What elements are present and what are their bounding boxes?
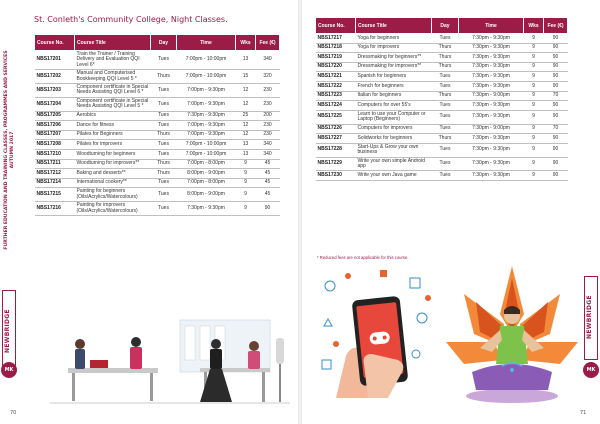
time-cell: 7:30pm - 9:30pm <box>459 101 524 111</box>
header-wks: Wks <box>236 35 256 51</box>
fee-cell: 45 <box>256 169 280 179</box>
table-row <box>35 130 280 140</box>
time-cell: 7:00pm - 8:00pm <box>177 159 236 169</box>
weeks-cell: 9 <box>524 43 544 53</box>
course-number-cell: NBS17211 <box>35 159 75 169</box>
header-course-title: Course Title <box>75 35 151 51</box>
time-cell: 7:30pm - 9:30pm <box>459 171 524 181</box>
table-row <box>35 188 280 202</box>
day-cell: Tues <box>151 150 177 160</box>
side-running-season: AUTUMN 2017 <box>10 131 15 169</box>
course-number-cell: NBS17205 <box>35 111 75 121</box>
weeks-cell: 9 <box>524 62 544 72</box>
fee-cell: 90 <box>544 34 568 44</box>
time-cell: 7:00pm - 8:00pm <box>177 178 236 188</box>
table-body-right <box>316 34 568 181</box>
day-cell: Tues <box>151 140 177 150</box>
day-cell: Tues <box>151 97 177 111</box>
course-number-cell: NBS17210 <box>35 150 75 160</box>
course-number-cell: NBS17220 <box>316 62 356 72</box>
weeks-cell: 13 <box>236 150 256 160</box>
page-number-left: 70 <box>10 410 17 416</box>
course-title-cell: Computers for improvers <box>356 124 432 134</box>
day-cell: Tues <box>432 72 459 82</box>
course-title-cell: Component certificate in Special Needs Assisting QQI Level 6 * <box>75 84 151 98</box>
table-row <box>35 150 280 160</box>
table-row <box>316 110 568 124</box>
yoga-illustration <box>444 264 580 404</box>
course-number-cell: NBS17230 <box>316 171 356 181</box>
weeks-cell: 9 <box>524 81 544 91</box>
course-title-cell: French for beginners <box>356 81 432 91</box>
table-row <box>316 124 568 134</box>
time-cell: 7:00pm - 10:00pm <box>177 51 236 70</box>
weeks-cell: 9 <box>236 202 256 216</box>
fee-cell: 45 <box>256 188 280 202</box>
header-day: Day <box>151 35 177 51</box>
time-cell: 8:00pm - 9:00pm <box>177 169 236 179</box>
day-cell: Tues <box>432 81 459 91</box>
time-cell: 7:00pm - 10:00pm <box>177 150 236 160</box>
weeks-cell: 25 <box>236 111 256 121</box>
header-time: Time <box>177 35 236 51</box>
region-tab-label: NEWBRIDGE <box>4 309 11 353</box>
day-cell: Thurs <box>432 53 459 63</box>
day-cell: Tues <box>151 188 177 202</box>
side-running-header <box>4 30 26 270</box>
course-title-cell: Dressmaking for beginners** <box>356 53 432 63</box>
day-cell: Tues <box>432 171 459 181</box>
table-row <box>316 143 568 157</box>
table-row <box>316 157 568 171</box>
weeks-cell: 9 <box>524 101 544 111</box>
course-table-left <box>34 34 280 216</box>
course-number-cell: NBS17219 <box>316 53 356 63</box>
table-row <box>316 62 568 72</box>
time-cell: 8:00pm - 9:00pm <box>177 188 236 202</box>
course-title-cell: Learn to use your Computer or Laptop (Beginners) <box>356 110 432 124</box>
side-running-title: FURTHER EDUCATION AND TRAINING CLASSES, PROGRAMMES AND SERVICES <box>4 50 9 250</box>
weeks-cell: 12 <box>236 121 256 131</box>
course-title-cell: Dance for fitness <box>75 121 151 131</box>
day-cell: Tues <box>432 157 459 171</box>
fee-cell: 90 <box>544 62 568 72</box>
course-title-cell: Pilates for Beginners <box>75 130 151 140</box>
fee-cell: 45 <box>256 159 280 169</box>
fee-cell: 230 <box>256 97 280 111</box>
time-cell: 7:30pm - 9:30pm <box>459 143 524 157</box>
fee-cell: 90 <box>544 43 568 53</box>
course-number-cell: NBS17203 <box>35 84 75 98</box>
course-title-cell: Dressmaking for improvers** <box>356 62 432 72</box>
day-cell: Thurs <box>151 169 177 179</box>
day-cell: Tues <box>151 51 177 70</box>
course-title-cell: Train the Trainer / Training Delivery and Evaluation QQI Level 6* <box>75 51 151 70</box>
table-row <box>35 111 280 121</box>
table-row <box>35 159 280 169</box>
course-number-cell: NBS17215 <box>35 188 75 202</box>
course-title-cell: Write your own Java game <box>356 171 432 181</box>
course-number-cell: NBS17204 <box>35 97 75 111</box>
course-number-cell: NBS17221 <box>316 72 356 82</box>
fee-cell: 90 <box>544 53 568 63</box>
day-cell: Tues <box>432 110 459 124</box>
fee-cell: 70 <box>544 124 568 134</box>
day-cell: Tues <box>151 178 177 188</box>
table-row <box>316 72 568 82</box>
time-cell: 7:30pm - 9:00pm <box>459 91 524 101</box>
weeks-cell: 9 <box>236 159 256 169</box>
course-title-cell: Woodturning for improvers** <box>75 159 151 169</box>
fee-cell: 90 <box>544 143 568 157</box>
weeks-cell: 9 <box>524 171 544 181</box>
fee-cell: 45 <box>256 178 280 188</box>
course-title-cell: Yoga for beginners <box>356 34 432 44</box>
mk-badge-right: MK <box>583 362 599 378</box>
time-cell: 7:00pm - 9:30pm <box>177 130 236 140</box>
fee-cell: 90 <box>256 202 280 216</box>
weeks-cell: 12 <box>236 84 256 98</box>
course-title-cell: Painting for improvers (Oils/Acrylics/Watercolours) <box>75 202 151 216</box>
weeks-cell: 9 <box>524 72 544 82</box>
region-tab-label: NEWBRIDGE <box>586 295 593 339</box>
weeks-cell: 9 <box>524 91 544 101</box>
time-cell: 7:00pm - 10:00pm <box>177 140 236 150</box>
classroom-illustration <box>50 318 290 408</box>
day-cell: Thurs <box>432 91 459 101</box>
weeks-cell: 13 <box>236 140 256 150</box>
day-cell: Thurs <box>432 43 459 53</box>
table-header-row <box>316 18 568 34</box>
course-number-cell: NBS17218 <box>316 43 356 53</box>
time-cell: 7:30pm - 9:30pm <box>459 134 524 144</box>
day-cell: Thurs <box>151 130 177 140</box>
time-cell: 7:30pm - 9:30pm <box>459 110 524 124</box>
header-course-title: Course Title <box>356 18 432 34</box>
time-cell: 7:30pm - 9:00pm <box>459 124 524 134</box>
course-number-cell: NBS17223 <box>316 91 356 101</box>
fee-cell: 340 <box>256 51 280 70</box>
table-row <box>35 178 280 188</box>
course-title-cell: International cookery** <box>75 178 151 188</box>
weeks-cell: 9 <box>524 110 544 124</box>
course-number-cell: NBS17202 <box>35 70 75 84</box>
weeks-cell: 9 <box>524 53 544 63</box>
course-title-cell: Manual and Computerised Bookkeeping QQI Level 5 * <box>75 70 151 84</box>
header-fee: Fee (€) <box>544 18 568 34</box>
weeks-cell: 15 <box>236 70 256 84</box>
table-row <box>316 134 568 144</box>
table-row <box>316 81 568 91</box>
time-cell: 7:00pm - 10:00pm <box>177 70 236 84</box>
course-title-cell: Spanish for beginners <box>356 72 432 82</box>
time-cell: 7:30pm - 9:30pm <box>177 202 236 216</box>
course-title-cell: Computers for over 55's <box>356 101 432 111</box>
course-table-right <box>315 17 568 181</box>
table-row <box>35 169 280 179</box>
fee-cell: 320 <box>256 70 280 84</box>
mk-badge-left: MK <box>1 362 17 378</box>
fee-cell: 340 <box>256 140 280 150</box>
time-cell: 7:30pm - 9:30pm <box>459 53 524 63</box>
header-course-no: Course No. <box>35 35 75 51</box>
table-header-row <box>35 35 280 51</box>
weeks-cell: 9 <box>524 157 544 171</box>
page-title: St. Conleth's Community College, Night Classes. <box>34 15 228 24</box>
table-row <box>316 43 568 53</box>
fee-cell: 340 <box>256 150 280 160</box>
course-title-cell: Painting for beginners (Oils/Acrylics/Watercolours) <box>75 188 151 202</box>
course-title-cell: Solidworks for beginners <box>356 134 432 144</box>
header-time: Time <box>459 18 524 34</box>
fee-cell: 90 <box>544 171 568 181</box>
day-cell: Tues <box>151 121 177 131</box>
course-number-cell: NBS17208 <box>35 140 75 150</box>
time-cell: 7:00pm - 9:30pm <box>177 97 236 111</box>
time-cell: 7:30pm - 9:30pm <box>459 157 524 171</box>
time-cell: 7:30pm - 9:30pm <box>459 34 524 44</box>
table-row <box>316 53 568 63</box>
table-row <box>35 84 280 98</box>
course-number-cell: NBS17212 <box>35 169 75 179</box>
fee-cell: 90 <box>544 72 568 82</box>
day-cell: Tues <box>432 34 459 44</box>
time-cell: 7:00pm - 9:30pm <box>177 84 236 98</box>
time-cell: 7:30pm - 9:30pm <box>459 72 524 82</box>
header-course-no: Course No. <box>316 18 356 34</box>
fee-cell: 90 <box>544 81 568 91</box>
fee-cell: 200 <box>256 111 280 121</box>
course-number-cell: NBS17214 <box>35 178 75 188</box>
weeks-cell: 9 <box>524 143 544 157</box>
day-cell: Tues <box>432 124 459 134</box>
day-cell: Tues <box>151 84 177 98</box>
course-number-cell: NBS17201 <box>35 51 75 70</box>
day-cell: Tues <box>151 202 177 216</box>
course-title-cell: Italian for beginners <box>356 91 432 101</box>
header-wks: Wks <box>524 18 544 34</box>
day-cell: Tues <box>432 143 459 157</box>
table-row <box>35 202 280 216</box>
weeks-cell: 9 <box>236 188 256 202</box>
weeks-cell: 9 <box>524 34 544 44</box>
day-cell: Thurs <box>151 70 177 84</box>
table-row <box>35 121 280 131</box>
fee-cell: 230 <box>256 121 280 131</box>
course-number-cell: NBS17226 <box>316 124 356 134</box>
table-row <box>35 97 280 111</box>
table-body-left <box>35 51 280 216</box>
weeks-cell: 9 <box>524 134 544 144</box>
table-row <box>316 91 568 101</box>
course-number-cell: NBS17217 <box>316 34 356 44</box>
course-title-cell: Start-Ups & Grow your own business <box>356 143 432 157</box>
time-cell: 7:30pm - 9:30pm <box>177 111 236 121</box>
course-number-cell: NBS17224 <box>316 101 356 111</box>
course-title-cell: Write your own simple Android app <box>356 157 432 171</box>
table-row <box>316 171 568 181</box>
table-row <box>35 140 280 150</box>
weeks-cell: 12 <box>236 130 256 140</box>
course-number-cell: NBS17229 <box>316 157 356 171</box>
fee-cell: 90 <box>544 157 568 171</box>
header-fee: Fee (€) <box>256 35 280 51</box>
course-title-cell: Pilates for improvers <box>75 140 151 150</box>
weeks-cell: 9 <box>236 169 256 179</box>
fee-cell: 90 <box>544 110 568 124</box>
region-tab-right <box>584 276 598 360</box>
course-number-cell: NBS17206 <box>35 121 75 131</box>
course-number-cell: NBS17207 <box>35 130 75 140</box>
table-row <box>316 34 568 44</box>
course-title-cell: Baking and desserts** <box>75 169 151 179</box>
time-cell: 7:30pm - 9:30pm <box>459 62 524 72</box>
fee-cell: 230 <box>256 130 280 140</box>
time-cell: 7:00pm - 9:30pm <box>177 121 236 131</box>
day-cell: Tues <box>151 111 177 121</box>
fee-cell: 70 <box>544 91 568 101</box>
course-number-cell: NBS17225 <box>316 110 356 124</box>
course-title-cell: Aerobics <box>75 111 151 121</box>
table-row <box>316 101 568 111</box>
course-number-cell: NBS17227 <box>316 134 356 144</box>
course-number-cell: NBS17222 <box>316 81 356 91</box>
day-cell: Thurs <box>432 62 459 72</box>
time-cell: 7:30pm - 9:30pm <box>459 81 524 91</box>
fee-cell: 90 <box>544 101 568 111</box>
weeks-cell: 9 <box>524 124 544 134</box>
course-title-cell: Yoga for improvers <box>356 43 432 53</box>
fee-cell: 230 <box>256 84 280 98</box>
day-cell: Thurs <box>432 134 459 144</box>
course-title-cell: Woodturning for beginners <box>75 150 151 160</box>
weeks-cell: 13 <box>236 51 256 70</box>
header-day: Day <box>432 18 459 34</box>
weeks-cell: 9 <box>236 178 256 188</box>
course-number-cell: NBS17216 <box>35 202 75 216</box>
course-title-cell: Component certificate in Special Needs Assisting QQI Level 5 * <box>75 97 151 111</box>
table-row <box>35 70 280 84</box>
smartphone-illustration <box>318 268 438 398</box>
day-cell: Thurs <box>151 159 177 169</box>
course-number-cell: NBS17228 <box>316 143 356 157</box>
weeks-cell: 12 <box>236 97 256 111</box>
footnote: * Reduced fees are not applicable for this course. <box>317 255 409 260</box>
page-number-right: 71 <box>580 410 587 416</box>
day-cell: Tues <box>432 101 459 111</box>
fee-cell: 90 <box>544 134 568 144</box>
time-cell: 7:30pm - 9:30pm <box>459 43 524 53</box>
table-row <box>35 51 280 70</box>
